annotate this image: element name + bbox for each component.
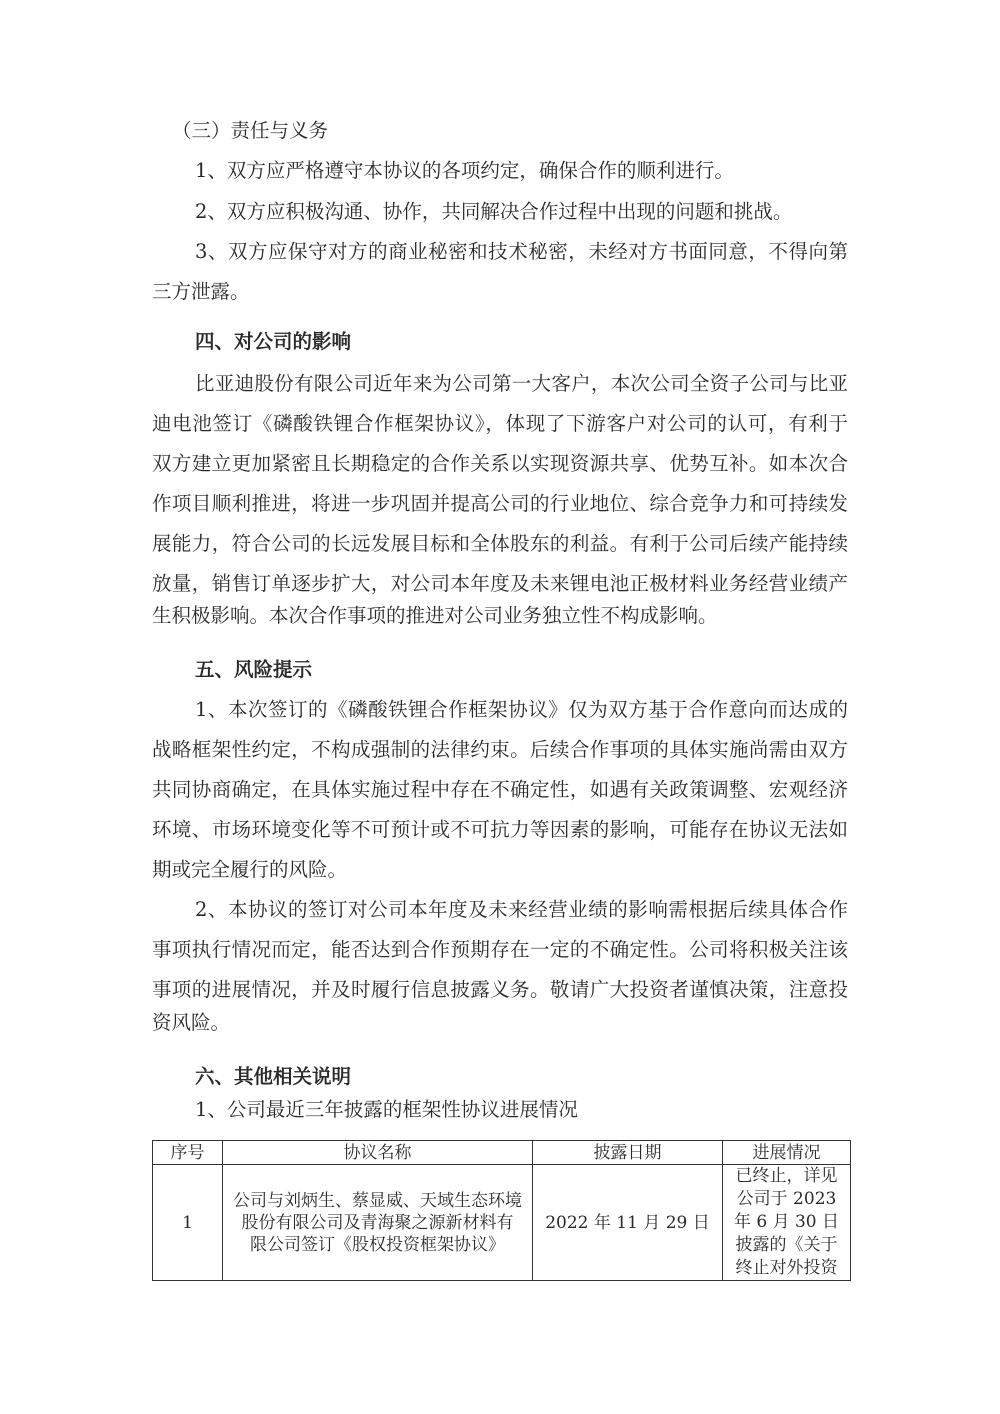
section-4-heading: 四、对公司的影响: [195, 330, 352, 353]
cell-progress: [723, 1165, 851, 1281]
section-6-subheading: 1、公司最近三年披露的框架性协议进展情况: [195, 1098, 578, 1121]
progress-line: 公司于 2023: [736, 1189, 837, 1209]
cell-agreement-name: [223, 1165, 533, 1281]
section-5-heading: 五、风险提示: [195, 658, 313, 681]
section-4-para-line-4: 作项目顺利推进，将进一步巩固并提高公司的行业地位、综合竞争力和可持续发: [152, 492, 848, 515]
section-4-para-line-1: 比亚迪股份有限公司近年来为公司第一大客户，本次公司全资子公司与比亚: [195, 372, 848, 395]
header-disclosure-date: 披露日期: [533, 1141, 723, 1165]
section-5-item-2-line-1: 2、本协议的签订对公司本年度及未来经营业绩的影响需根据后续具体合作: [195, 898, 848, 921]
section-5-item-1-line-3: 共同协商确定，在具体实施过程中存在不确定性，如遇有关政策调整、宏观经济: [152, 778, 848, 801]
progress-line: 终止对外投资: [735, 1258, 838, 1278]
section-5-item-2-line-4: 资风险。: [152, 1011, 231, 1034]
section-3-item-1: 1、双方应严格遵守本协议的各项约定，确保合作的顺利进行。: [195, 159, 734, 182]
section-5-item-1-line-2: 战略框架性约定，不构成强制的法律约束。后续合作事项的具体实施尚需由双方: [152, 738, 848, 761]
section-3-heading: （三）责任与义务: [172, 119, 329, 142]
framework-agreements-table: [152, 1140, 851, 1281]
header-agreement-name: 协议名称: [223, 1141, 533, 1165]
section-3-item-2: 2、双方应积极沟通、协作，共同解决合作过程中出现的问题和挑战。: [195, 200, 793, 223]
section-5-item-1-line-1: 1、本次签订的《磷酸铁锂合作框架协议》仅为双方基于合作意向而达成的: [195, 698, 848, 721]
section-5-item-1-line-4: 环境、市场环境变化等不可预计或不可抗力等因素的影响，可能存在协议无法如: [152, 818, 848, 841]
table-header-row: [153, 1141, 851, 1165]
section-4-para-line-2: 迪电池签订《磷酸铁锂合作框架协议》，体现了下游客户对公司的认可，有利于: [152, 412, 848, 435]
section-3-item-3-line-1: 3、双方应保守对方的商业秘密和技术秘密，未经对方书面同意，不得向第: [195, 240, 848, 263]
progress-line: 已终止，详见: [735, 1166, 838, 1186]
section-5-item-2-line-3: 事项的进展情况，并及时履行信息披露义务。敬请广大投资者谨慎决策，注意投: [152, 978, 848, 1001]
header-index: 序号: [153, 1141, 223, 1165]
progress-line: 披露的《关于: [735, 1235, 838, 1255]
section-6-heading: 六、其他相关说明: [195, 1065, 352, 1088]
agreement-name-line: 股份有限公司及青海聚之源新材料有: [241, 1212, 514, 1233]
table-row: [153, 1165, 851, 1281]
section-4-para-line-5: 展能力，符合公司的长远发展目标和全体股东的利益。有利于公司后续产能持续: [152, 532, 848, 555]
progress-line: 年 6 月 30 日: [733, 1212, 840, 1232]
agreement-name-line: 限公司签订《股权投资框架协议》: [250, 1234, 505, 1255]
section-5-item-1-line-5: 期或完全履行的风险。: [152, 858, 348, 881]
cell-disclosure-date: 2022 年 11 月 29 日: [533, 1165, 723, 1281]
cell-index: 1: [153, 1165, 223, 1281]
header-progress: 进展情况: [723, 1141, 851, 1165]
section-4-para-line-3: 双方建立更加紧密且长期稳定的合作关系以实现资源共享、优势互补。如本次合: [152, 452, 848, 475]
section-4-para-line-6: 放量，销售订单逐步扩大，对公司本年度及未来锂电池正极材料业务经营业绩产: [152, 572, 848, 595]
agreement-name-line: 公司与刘炳生、蔡显威、天域生态环境: [233, 1190, 522, 1211]
section-4-para-line-7: 生积极影响。本次合作事项的推进对公司业务独立性不构成影响。: [152, 604, 718, 627]
section-5-item-2-line-2: 事项执行情况而定，能否达到合作预期存在一定的不确定性。公司将积极关注该: [152, 938, 848, 961]
section-3-item-3-line-2: 三方泄露。: [152, 280, 250, 303]
